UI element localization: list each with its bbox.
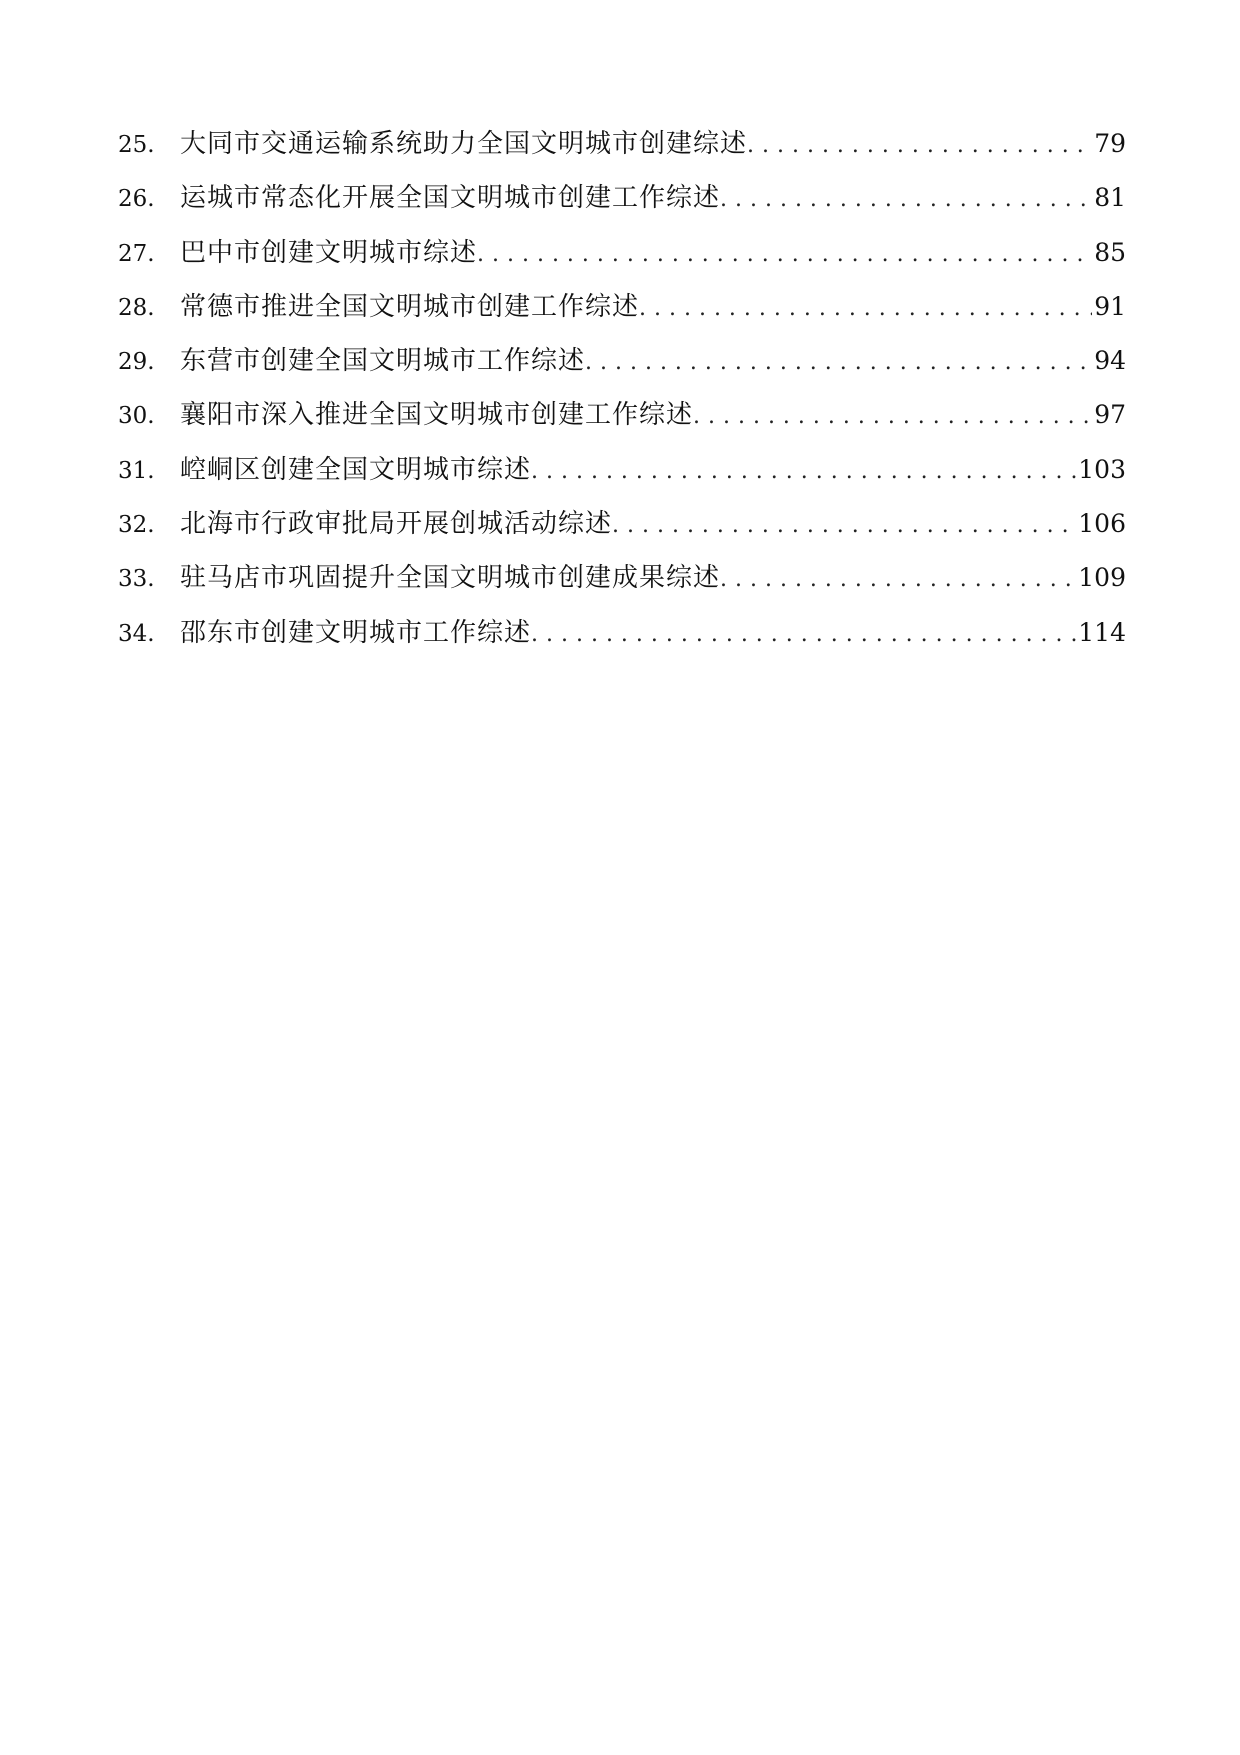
toc-entry[interactable] [118,237,1126,291]
toc-entry-page: 114 [1078,617,1126,647]
toc-entry[interactable] [118,454,1126,508]
toc-entry-number: 32. [118,512,155,539]
toc-entry-number: 33. [118,566,155,593]
dot-leader [612,510,1076,542]
toc-entry[interactable] [118,128,1126,182]
toc-entry-title: 邵东市创建文明城市工作综述 [180,617,532,648]
toc-entry-title: 襄阳市深入推进全国文明城市创建工作综述 [180,400,694,431]
toc-entry-page: 103 [1078,454,1126,484]
toc-entry[interactable] [118,182,1126,236]
toc-entry-title: 大同市交通运输系统助力全国文明城市创建综述 [180,129,748,159]
toc-entry[interactable] [118,291,1126,345]
toc-entry-page: 109 [1078,563,1126,593]
toc-entry[interactable] [118,562,1126,616]
toc-entry-title: 东营市创建全国文明城市工作综述 [180,346,586,377]
toc-entry[interactable] [118,617,1126,671]
toc-entry-number: 27. [118,240,155,267]
toc-entry-page: 81 [1094,183,1126,213]
toc-entry-title: 运城市常态化开展全国文明城市创建工作综述 [180,183,721,214]
toc-entry-number: 31. [118,457,155,484]
dot-leader [531,619,1076,651]
dot-leader [639,293,1092,325]
toc-entry-number: 29. [118,349,155,376]
toc-entry-page: 94 [1094,346,1126,376]
toc-entry-title: 驻马店市巩固提升全国文明城市创建成果综述 [180,563,721,594]
toc-entry-number: 34. [118,620,155,647]
toc-entry-number: 25. [118,132,155,158]
toc-entry-number: 28. [118,294,155,321]
table-of-contents [118,128,1126,671]
toc-entry-page: 79 [1094,129,1126,158]
toc-entry-page: 91 [1094,291,1126,321]
toc-entry[interactable] [118,345,1126,399]
toc-entry-number: 26. [118,186,155,213]
toc-entry[interactable] [118,399,1126,453]
toc-entry[interactable] [118,508,1126,562]
dot-leader [720,184,1092,216]
toc-entry-title: 巴中市创建文明城市综述 [180,237,478,268]
dot-leader [477,239,1092,271]
toc-entry-page: 106 [1078,509,1126,539]
toc-entry-title: 常德市推进全国文明城市创建工作综述 [180,291,640,322]
dot-leader [720,564,1076,596]
dot-leader [531,456,1076,488]
toc-entry-title: 北海市行政审批局开展创城活动综述 [180,509,613,540]
toc-entry-page: 97 [1094,400,1126,430]
toc-entry-number: 30. [118,403,155,430]
dot-leader [693,401,1092,433]
toc-entry-title: 崆峒区创建全国文明城市综述 [180,454,532,485]
dot-leader [747,130,1092,162]
dot-leader [585,347,1092,379]
toc-entry-page: 85 [1094,237,1126,267]
